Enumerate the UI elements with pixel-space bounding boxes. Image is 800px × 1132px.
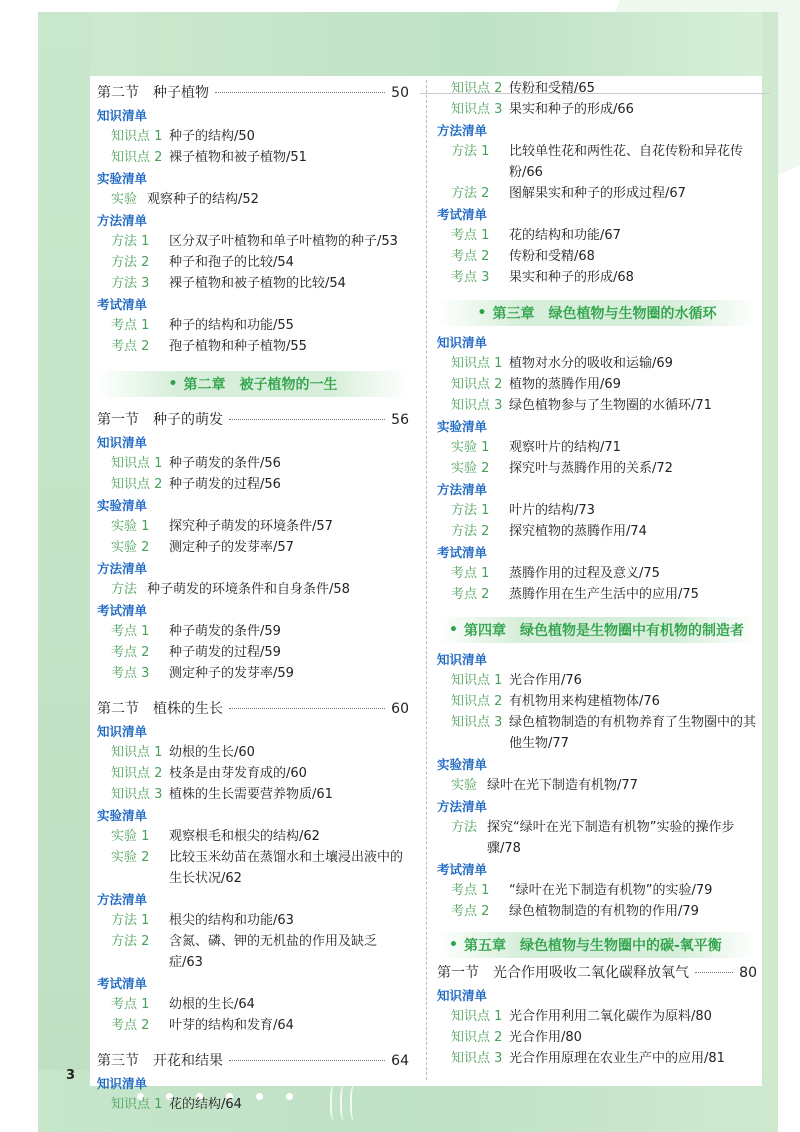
entry-label: 考点 3 xyxy=(111,666,150,681)
entry-label: 知识点 3 xyxy=(451,398,503,413)
entry-label: 实验 2 xyxy=(451,461,490,476)
category-heading: 实验清单 xyxy=(97,808,148,823)
entry-label: 知识点 2 xyxy=(451,1030,503,1045)
leader-dots xyxy=(215,92,385,93)
section-page: 60 xyxy=(391,701,409,717)
category-heading: 考试清单 xyxy=(437,207,488,222)
category-heading: 知识清单 xyxy=(97,1076,148,1091)
section-page: 64 xyxy=(391,1053,409,1069)
toc-entry-list xyxy=(437,500,757,542)
entry-label: 知识点 2 xyxy=(451,694,503,709)
entry-label: 知识点 2 xyxy=(451,81,503,96)
toc-entry[interactable] xyxy=(437,99,757,120)
entry-label: 考点 2 xyxy=(111,645,150,660)
toc-entry[interactable] xyxy=(97,910,409,931)
toc-entry-list xyxy=(97,910,409,973)
section-title: 第三节 开花和结果 xyxy=(97,1053,223,1069)
entry-text: 蒸腾作用的过程及意义/75 xyxy=(509,566,660,581)
entry-text: 绿色植物制造的有机物养育了生物圈中的其他生物/77 xyxy=(509,715,757,751)
entry-label: 实验 xyxy=(111,192,138,207)
toc-entry-list xyxy=(97,453,409,495)
entry-text: 光合作用利用二氧化碳作为原料/80 xyxy=(509,1009,712,1024)
toc-entry[interactable] xyxy=(97,537,409,558)
category-heading: 知识清单 xyxy=(437,988,488,1003)
right-band xyxy=(762,12,778,1132)
toc-entry-list xyxy=(437,775,757,796)
toc-entry[interactable] xyxy=(437,880,757,901)
entry-text: 种子萌发的条件/56 xyxy=(169,456,281,471)
entry-text: 种子萌发的过程/59 xyxy=(169,645,281,660)
entry-label: 知识点 1 xyxy=(111,1097,163,1112)
category-heading: 实验清单 xyxy=(437,757,488,772)
toc-entry[interactable] xyxy=(437,691,757,712)
entry-label: 考点 1 xyxy=(111,624,150,639)
toc-entry-list xyxy=(97,994,409,1036)
entry-text: 蒸腾作用在生产生活中的应用/75 xyxy=(509,587,699,602)
toc-entry[interactable] xyxy=(437,901,757,922)
chapter-title: 第三章 绿色植物与生物圈的水循环 xyxy=(492,306,717,322)
entry-text: 观察根毛和根尖的结构/62 xyxy=(169,829,320,844)
toc-entry-list xyxy=(97,621,409,684)
toc-entry-list xyxy=(437,880,757,922)
entry-label: 考点 1 xyxy=(111,318,150,333)
leader-dots xyxy=(229,708,385,709)
entry-label: 方法 2 xyxy=(451,524,490,539)
entry-text: 绿色植物制造的有机物的作用/79 xyxy=(509,904,699,919)
section-page: 80 xyxy=(739,965,757,981)
toc-entry[interactable] xyxy=(437,1027,757,1048)
toc-entry[interactable] xyxy=(97,763,409,784)
toc-entry[interactable] xyxy=(437,437,757,458)
toc-entry-list xyxy=(97,126,409,168)
entry-label: 方法 xyxy=(111,582,138,597)
entry-text: 比较玉米幼苗在蒸馏水和土壤浸出液中的生长状况/62 xyxy=(169,850,404,886)
header-band xyxy=(38,12,778,84)
toc-entry-list xyxy=(97,231,409,294)
entry-text: 探究种子萌发的环境条件/57 xyxy=(169,519,333,534)
toc-entry-list xyxy=(97,189,409,210)
toc-entry[interactable] xyxy=(97,147,409,168)
category-heading: 知识清单 xyxy=(437,335,488,350)
entry-text: 种子萌发的过程/56 xyxy=(169,477,281,492)
category-heading: 考试清单 xyxy=(437,545,488,560)
toc-right-column xyxy=(437,78,757,1069)
toc-entry[interactable] xyxy=(437,584,757,605)
section-title: 第二节 植株的生长 xyxy=(97,701,223,717)
entry-text: 幼根的生长/64 xyxy=(169,997,255,1012)
toc-entry[interactable] xyxy=(437,712,757,754)
toc-entry[interactable] xyxy=(97,474,409,495)
page-number: 3 xyxy=(66,1068,76,1083)
entry-label: 知识点 3 xyxy=(111,787,163,802)
entry-text: 绿叶在光下制造有机物/77 xyxy=(487,778,638,793)
toc-entry[interactable] xyxy=(97,784,409,805)
entry-label: 考点 2 xyxy=(451,249,490,264)
toc-entry[interactable] xyxy=(97,231,409,252)
toc-entry[interactable] xyxy=(97,336,409,357)
entry-label: 考点 1 xyxy=(111,997,150,1012)
toc-entry-list xyxy=(97,516,409,558)
toc-entry[interactable] xyxy=(437,267,757,288)
toc-entry-list xyxy=(437,78,757,120)
entry-label: 考点 2 xyxy=(451,587,490,602)
toc-entry-list xyxy=(437,670,757,754)
entry-text: 孢子植物和种子植物/55 xyxy=(169,339,307,354)
entry-label: 知识点 1 xyxy=(111,456,163,471)
entry-text: 含氮、磷、钾的无机盐的作用及缺乏症/63 xyxy=(169,934,378,970)
entry-text: 探究叶与蒸腾作用的关系/72 xyxy=(509,461,673,476)
entry-label: 实验 2 xyxy=(111,540,150,555)
entry-text: 光合作用/80 xyxy=(509,1030,582,1045)
entry-text: 光合作用/76 xyxy=(509,673,582,688)
entry-label: 知识点 2 xyxy=(111,766,163,781)
entry-label: 知识点 1 xyxy=(451,356,503,371)
entry-label: 实验 2 xyxy=(111,850,150,865)
toc-entry[interactable] xyxy=(97,1015,409,1036)
toc-entry[interactable] xyxy=(97,621,409,642)
toc-entry[interactable] xyxy=(97,826,409,847)
category-heading: 方法清单 xyxy=(97,213,148,228)
entry-text: 种子的结构/50 xyxy=(169,129,255,144)
toc-entry[interactable] xyxy=(437,817,757,859)
toc-entry[interactable] xyxy=(437,1006,757,1027)
toc-entry[interactable] xyxy=(97,742,409,763)
chapter-banner[interactable] xyxy=(437,932,757,958)
toc-entry[interactable] xyxy=(437,141,757,183)
toc-entry-list xyxy=(97,742,409,805)
entry-label: 知识点 3 xyxy=(451,715,503,730)
left-band xyxy=(38,12,90,1087)
entry-text: 测定种子的发芽率/57 xyxy=(169,540,294,555)
entry-text: 幼根的生长/60 xyxy=(169,745,255,760)
category-heading: 知识清单 xyxy=(97,435,148,450)
column-divider xyxy=(426,80,427,1080)
toc-entry[interactable] xyxy=(437,246,757,267)
chapter-banner[interactable] xyxy=(97,371,409,397)
entry-text: 根尖的结构和功能/63 xyxy=(169,913,294,928)
chapter-banner[interactable] xyxy=(437,617,757,643)
entry-label: 方法 1 xyxy=(111,913,150,928)
entry-text: 植物对水分的吸收和运输/69 xyxy=(509,356,673,371)
entry-text: 裸子植物和被子植物的比较/54 xyxy=(169,276,346,291)
entry-label: 考点 2 xyxy=(111,339,150,354)
category-heading: 考试清单 xyxy=(97,976,148,991)
entry-text: 果实和种子的形成/68 xyxy=(509,270,634,285)
toc-entry[interactable] xyxy=(97,315,409,336)
entry-text: 传粉和受精/65 xyxy=(509,81,595,96)
toc-entry[interactable] xyxy=(97,252,409,273)
toc-entry[interactable] xyxy=(97,579,409,600)
bullet-icon: • xyxy=(168,376,178,392)
category-heading: 方法清单 xyxy=(437,123,488,138)
toc-entry[interactable] xyxy=(97,931,409,973)
entry-text: 观察种子的结构/52 xyxy=(147,192,259,207)
entry-label: 方法 xyxy=(451,820,478,835)
entry-text: 绿色植物参与了生物圈的水循环/71 xyxy=(509,398,712,413)
toc-section[interactable] xyxy=(97,1050,409,1070)
toc-entry[interactable] xyxy=(437,563,757,584)
category-heading: 实验清单 xyxy=(437,419,488,434)
category-heading: 知识清单 xyxy=(97,724,148,739)
section-page: 56 xyxy=(391,412,409,428)
category-heading: 实验清单 xyxy=(97,171,148,186)
entry-label: 考点 2 xyxy=(451,904,490,919)
toc-entry[interactable] xyxy=(437,225,757,246)
toc-entry-list xyxy=(437,817,757,859)
toc-entry-list xyxy=(437,563,757,605)
entry-text: 果实和种子的形成/66 xyxy=(509,102,634,117)
toc-section[interactable] xyxy=(97,698,409,718)
entry-text: 植物的蒸腾作用/69 xyxy=(509,377,621,392)
chapter-title: 第四章 绿色植物是生物圈中有机物的制造者 xyxy=(463,623,744,639)
category-heading: 考试清单 xyxy=(97,603,148,618)
entry-text: 有机物用来构建植物体/76 xyxy=(509,694,660,709)
bullet-icon: • xyxy=(477,305,487,321)
section-title: 第一节 种子的萌发 xyxy=(97,412,223,428)
entry-text: 比较单性花和两性花、自花传粉和异花传粉/66 xyxy=(509,144,744,180)
toc-left-column xyxy=(97,78,409,1115)
toc-entry[interactable] xyxy=(437,458,757,479)
entry-label: 方法 2 xyxy=(111,255,150,270)
entry-label: 实验 1 xyxy=(451,440,490,455)
entry-label: 知识点 1 xyxy=(451,1009,503,1024)
entry-text: 花的结构/64 xyxy=(169,1097,242,1112)
entry-label: 方法 1 xyxy=(451,503,490,518)
entry-label: 实验 1 xyxy=(111,829,150,844)
chapter-title: 第二章 被子植物的一生 xyxy=(183,377,338,393)
toc-entry-list xyxy=(97,579,409,600)
entry-text: 观察叶片的结构/71 xyxy=(509,440,621,455)
entry-text: 图解果实和种子的形成过程/67 xyxy=(509,186,686,201)
section-title: 第一节 光合作用吸收二氧化碳释放氧气 xyxy=(437,965,689,981)
entry-label: 知识点 2 xyxy=(111,150,163,165)
toc-entry[interactable] xyxy=(437,670,757,691)
toc-entry-list xyxy=(437,225,757,288)
entry-text: “绿叶在光下制造有机物”的实验/79 xyxy=(509,883,713,898)
category-heading: 知识清单 xyxy=(437,652,488,667)
entry-label: 知识点 1 xyxy=(111,745,163,760)
toc-entry[interactable] xyxy=(437,183,757,204)
toc-entry[interactable] xyxy=(97,642,409,663)
entry-label: 实验 xyxy=(451,778,478,793)
entry-label: 知识点 1 xyxy=(111,129,163,144)
category-heading: 实验清单 xyxy=(97,498,148,513)
toc-entry[interactable] xyxy=(437,395,757,416)
leader-dots xyxy=(229,419,385,420)
entry-label: 考点 1 xyxy=(451,228,490,243)
category-heading: 方法清单 xyxy=(437,482,488,497)
entry-text: 种子萌发的环境条件和自身条件/58 xyxy=(147,582,350,597)
entry-label: 知识点 3 xyxy=(451,1051,503,1066)
section-title: 第二节 种子植物 xyxy=(97,85,209,101)
toc-entry[interactable] xyxy=(97,273,409,294)
entry-text: 区分双子叶植物和单子叶植物的种子/53 xyxy=(169,234,398,249)
entry-text: 种子的结构和功能/55 xyxy=(169,318,294,333)
category-heading: 考试清单 xyxy=(437,862,488,877)
bullet-icon: • xyxy=(449,622,458,638)
entry-label: 考点 3 xyxy=(451,270,490,285)
entry-label: 知识点 1 xyxy=(451,673,503,688)
toc-entry[interactable] xyxy=(97,1094,409,1115)
entry-label: 知识点 2 xyxy=(451,377,503,392)
entry-text: 传粉和受精/68 xyxy=(509,249,595,264)
category-heading: 方法清单 xyxy=(97,561,148,576)
entry-text: 种子和孢子的比较/54 xyxy=(169,255,294,270)
entry-label: 方法 1 xyxy=(451,144,490,159)
toc-section[interactable] xyxy=(97,409,409,429)
entry-text: 光合作用原理在农业生产中的应用/81 xyxy=(509,1051,725,1066)
entry-text: 探究“绿叶在光下制造有机物”实验的操作步骤/78 xyxy=(487,820,735,856)
leader-dots xyxy=(695,972,733,973)
toc-entry[interactable] xyxy=(97,516,409,537)
entry-label: 实验 1 xyxy=(111,519,150,534)
category-heading: 知识清单 xyxy=(97,108,148,123)
category-heading: 考试清单 xyxy=(97,297,148,312)
entry-text: 植株的生长需要营养物质/61 xyxy=(169,787,333,802)
entry-label: 知识点 3 xyxy=(451,102,503,117)
category-heading: 方法清单 xyxy=(97,892,148,907)
entry-text: 花的结构和功能/67 xyxy=(509,228,621,243)
toc-entry-list xyxy=(437,353,757,416)
toc-entry[interactable] xyxy=(97,994,409,1015)
entry-label: 知识点 2 xyxy=(111,477,163,492)
toc-entry-list xyxy=(437,437,757,479)
entry-label: 方法 3 xyxy=(111,276,150,291)
entry-label: 考点 2 xyxy=(111,1018,150,1033)
entry-label: 考点 1 xyxy=(451,566,490,581)
toc-section[interactable] xyxy=(97,82,409,102)
toc-entry[interactable] xyxy=(437,374,757,395)
toc-entry[interactable] xyxy=(97,126,409,147)
entry-label: 方法 2 xyxy=(111,934,150,949)
leader-dots xyxy=(229,1060,385,1061)
toc-entry[interactable] xyxy=(437,775,757,796)
toc-entry-list xyxy=(97,826,409,889)
entry-label: 考点 1 xyxy=(451,883,490,898)
toc-entry[interactable] xyxy=(97,189,409,210)
toc-entry-list xyxy=(437,1006,757,1069)
entry-text: 种子萌发的条件/59 xyxy=(169,624,281,639)
chapter-title: 第五章 绿色植物与生物圈中的碳-氧平衡 xyxy=(463,938,722,954)
section-page: 50 xyxy=(391,85,409,101)
toc-entry[interactable] xyxy=(437,78,757,99)
entry-label: 方法 1 xyxy=(111,234,150,249)
toc-entry-list xyxy=(97,1094,409,1115)
category-heading: 方法清单 xyxy=(437,799,488,814)
toc-entry[interactable] xyxy=(97,663,409,684)
entry-text: 枝条是由芽发育成的/60 xyxy=(169,766,307,781)
toc-entry[interactable] xyxy=(437,521,757,542)
toc-entry[interactable] xyxy=(437,500,757,521)
entry-text: 裸子植物和被子植物/51 xyxy=(169,150,307,165)
toc-entry[interactable] xyxy=(437,353,757,374)
bullet-icon: • xyxy=(449,937,458,953)
entry-text: 叶芽的结构和发育/64 xyxy=(169,1018,294,1033)
entry-label: 方法 2 xyxy=(451,186,490,201)
toc-entry[interactable] xyxy=(97,453,409,474)
toc-entry[interactable] xyxy=(437,1048,757,1069)
toc-entry-list xyxy=(97,315,409,357)
toc-entry[interactable] xyxy=(97,847,409,889)
entry-text: 叶片的结构/73 xyxy=(509,503,595,518)
entry-text: 测定种子的发芽率/59 xyxy=(169,666,294,681)
entry-text: 探究植物的蒸腾作用/74 xyxy=(509,524,647,539)
chapter-banner[interactable] xyxy=(437,300,757,326)
toc-section[interactable] xyxy=(437,962,757,982)
toc-entry-list xyxy=(437,141,757,204)
